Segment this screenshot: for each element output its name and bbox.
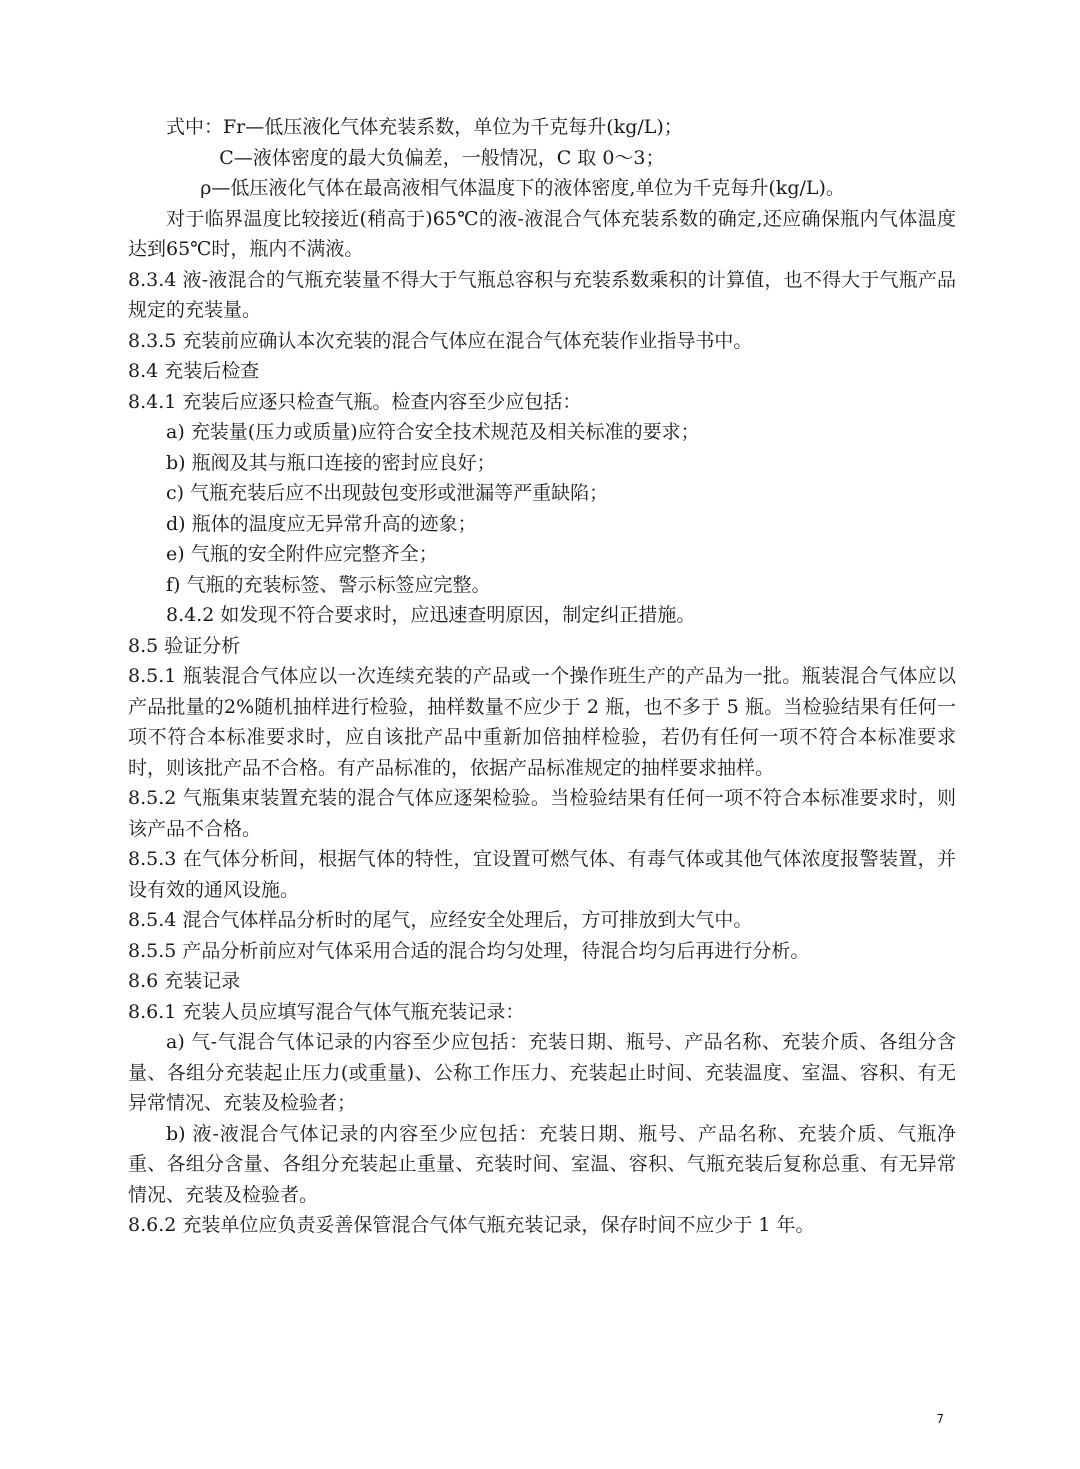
clause-8-5-2: 8.5.2 气瓶集束装置充装的混合气体应逐架检验。当检验结果有任何一项不符合本标准要求时，则该产品不合格。 (128, 787, 956, 840)
clause-8-5-4: 8.5.4 混合气体样品分析时的尾气，应经安全处理后，方可排放到大气中。 (128, 909, 753, 931)
section-8-5: 8.5 验证分析 (128, 634, 241, 657)
item-8-4-1-a: a) 充装量(压力或质量)应符合安全技术规范及相关标准的要求； (166, 421, 700, 443)
item-8-4-1-e: e) 气瓶的安全附件应完整齐全； (166, 543, 438, 565)
formula-where-fr: 式中：Fr—低压液化气体充装系数，单位为千克每升(kg/L)； (166, 116, 683, 138)
para-critical-temp: 对于临界温度比较接近(稍高于)65℃的液-液混合气体充装系数的确定,还应确保瓶内气体温度达到65℃时，瓶内不满液。 (128, 207, 956, 260)
section-8-4: 8.4 充装后检查 (128, 360, 260, 382)
clause-8-5-5: 8.5.5 产品分析前应对气体采用合适的混合均匀处理，待混合均匀后再进行分析。 (128, 939, 810, 962)
item-8-4-1-d: d) 瓶体的温度应无异常升高的迹象； (166, 512, 477, 535)
item-8-4-1-b: b) 瓶阀及其与瓶口连接的密封应良好； (166, 451, 496, 474)
document-body (128, 112, 956, 1241)
clause-8-5-3: 8.5.3 在气体分析间，根据气体的特性，宜设置可燃气体、有毒气体或其他气体浓度报警装置，并设有效的通风设施。 (128, 848, 956, 901)
page-number: 7 (936, 1412, 944, 1426)
clause-8-4-1: 8.4.1 充装后应逐只检查气瓶。检查内容至少应包括： (128, 390, 582, 413)
section-8-6: 8.6 充装记录 (128, 970, 241, 992)
clause-8-5-1: 8.5.1 瓶装混合气体应以一次连续充装的产品或一个操作班生产的产品为一批。瓶装混合气体应以产品批量的2%随机抽样进行检验，抽样数量不应少于 2 瓶，也不多于 5 瓶。当检验结果有任何一项不符合本标准要求时，应自该批产品中重新加倍抽样检验，若仍有任何一项不符合本标准要求时，则该批产品不合格。有产品标准的，依据产品标准规定的抽样要求抽样。 (128, 665, 956, 779)
clause-8-3-4: 8.3.4 液-液混合的气瓶充装量不得大于气瓶总容积与充装系数乘积的计算值，也不得大于气瓶产品规定的充装量。 (128, 268, 956, 321)
item-8-6-1-a: a) 气-气混合气体记录的内容至少应包括：充装日期、瓶号、产品名称、充装介质、各组分含量、各组分充装起止压力(或重量)、公称工作压力、充装起止时间、充装温度、室温、容积、有无异常情况、充装及检验者； (128, 1031, 956, 1114)
formula-where-c: C—液体密度的最大负偏差，一般情况，C 取 0～3； (219, 146, 665, 169)
clause-8-6-2: 8.6.2 充装单位应负责妥善保管混合气体气瓶充装记录，保存时间不应少于 1 年。 (128, 1214, 815, 1236)
item-8-4-1-c: c) 气瓶充装后应不出现鼓包变形或泄漏等严重缺陷； (166, 482, 609, 504)
clause-8-3-5: 8.3.5 充装前应确认本次充装的混合气体应在混合气体充装作业指导书中。 (128, 329, 753, 352)
clause-8-4-2: 8.4.2 如发现不符合要求时，应迅速查明原因，制定纠正措施。 (166, 604, 696, 626)
item-8-4-1-f: f) 气瓶的充装标签、警示标签应完整。 (166, 573, 491, 596)
clause-8-6-1: 8.6.1 充装人员应填写混合气体气瓶充装记录： (128, 1000, 525, 1023)
item-8-6-1-b: b) 液-液混合气体记录的内容至少应包括：充装日期、瓶号、产品名称、充装介质、气瓶净重、各组分含量、各组分充装起止重量、充装时间、室温、容积、气瓶充装后复称总重、有无异常情况、充装及检验者。 (128, 1122, 956, 1206)
formula-where-rho: ρ—低压液化气体在最高液相气体温度下的液体密度,单位为千克每升(kg/L)。 (200, 177, 845, 199)
